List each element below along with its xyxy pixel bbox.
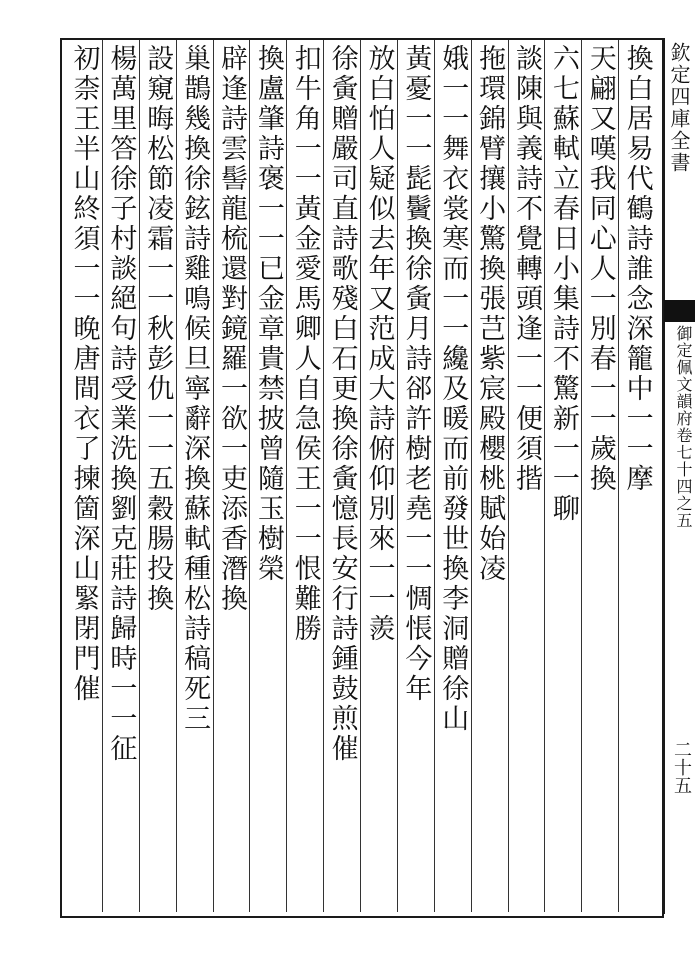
column-divider: [323, 40, 324, 912]
column-divider: [471, 40, 472, 912]
column-divider: [249, 40, 250, 912]
column-divider: [581, 40, 582, 912]
fishtail-mark: [664, 300, 695, 322]
column-divider: [618, 40, 619, 912]
text-column: 換白居易代鶴詩誰念深籠中一一摩: [621, 44, 653, 494]
text-column: 拖環錦臂攘小驚換張芑紫宸殿櫻桃賦始凌: [474, 44, 506, 584]
column-divider: [508, 40, 509, 912]
text-column: 放白怕人疑似去年又范成大詩俯仰別來一一羨: [363, 44, 395, 644]
column-divider: [213, 40, 214, 912]
text-column: 巢鵲幾換徐鉉詩雞鳴候旦寧辭深換蘇軾種松詩稿死三: [179, 44, 211, 734]
column-divider: [434, 40, 435, 912]
page-number: 二十五: [671, 740, 692, 794]
text-column: 徐夤贈嚴司直詩歌殘白石更換徐夤憶長安行詩鍾鼓煎催: [326, 44, 358, 764]
column-divider: [176, 40, 177, 912]
text-column: 六七蘇軾立春日小集詩不驚新一一聊: [547, 44, 579, 524]
text-column: 辟逢詩雲髻龍梳還對鏡羅一欲一吏添香潛換: [215, 44, 247, 614]
text-column: 初柰王半山終須一一晚唐間衣了揀箇深山緊閉門催: [68, 44, 100, 704]
column-divider: [544, 40, 545, 912]
text-column: 扣牛角一一黃金愛馬卿人自急侯王一一恨難勝: [289, 44, 321, 644]
text-column: 換盧肇詩褒一一已金章貴禁披曾隨玉樹榮: [252, 44, 284, 584]
column-divider: [360, 40, 361, 912]
column-divider: [397, 40, 398, 912]
text-column: 黃憂一一髭鬢換徐夤月詩郤許樹老堯一一惆悵今年: [400, 44, 432, 704]
volume-label: 御定佩文韻府卷七十四之五: [674, 325, 693, 529]
text-column: 娥一一舞衣裳寒而一一纔及暖而前發世換李洞贈徐山: [437, 44, 469, 734]
text-column: 楊萬里答徐子村談絕句詩受業洗換劉克莊詩歸時一一征: [105, 44, 137, 764]
column-divider: [286, 40, 287, 912]
column-divider: [102, 40, 103, 912]
column-divider: [139, 40, 140, 912]
book-title: 欽定四庫全書: [667, 42, 691, 174]
text-column: 天翩又嘆我同心人一別春一一歲換: [584, 44, 616, 494]
text-column: 設窺晦松節凌霜一一秋彭仇一一五穀腸投換: [142, 44, 174, 614]
text-column: 談陳與義詩不覺轉頭逢一一便須揩: [510, 44, 542, 494]
